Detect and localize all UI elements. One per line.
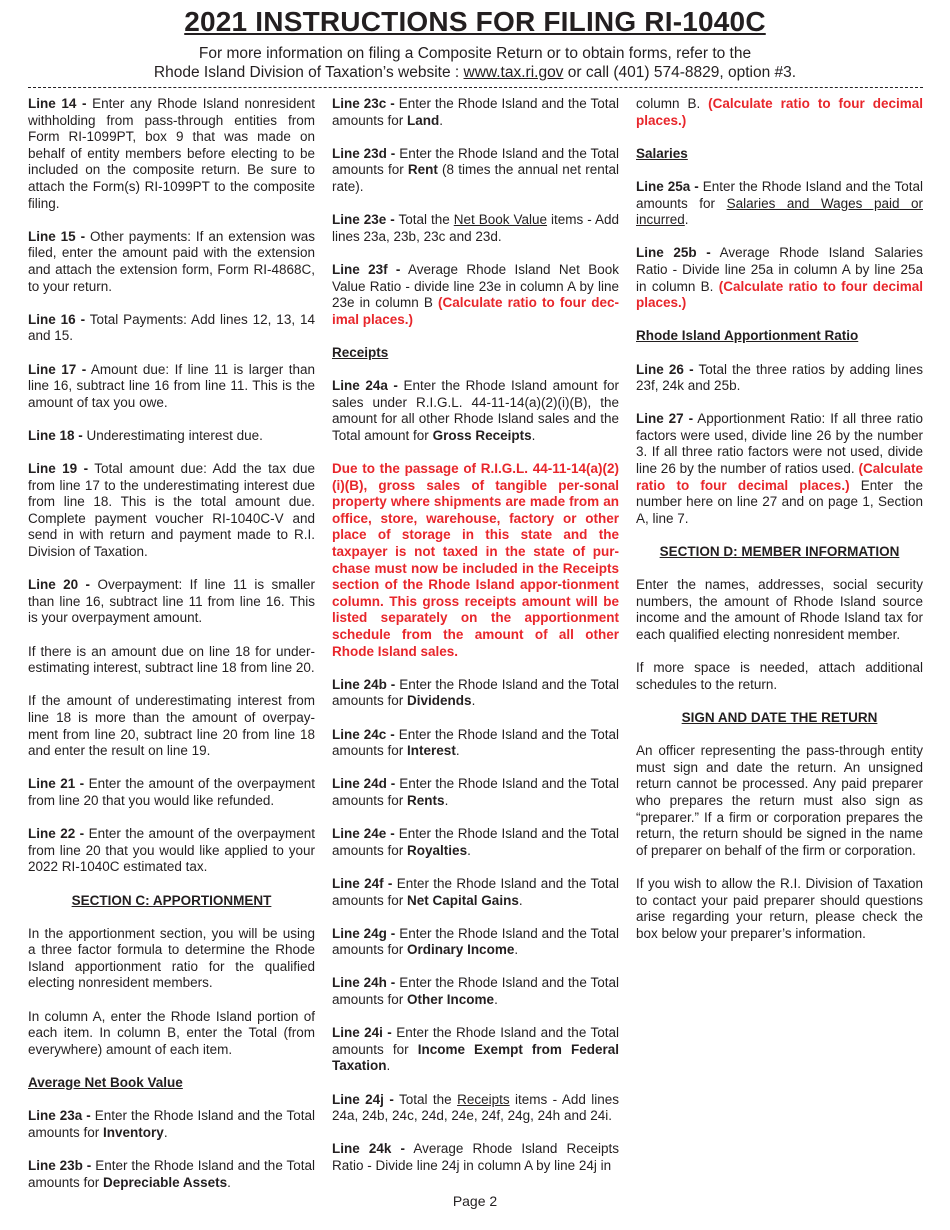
rigl-notice-paragraph: Due to the passage of R.I.G.L. 44-11-14(a)(2)(i)(B), gross sales of tangible per-sonal property where shipments are made from an office, store, warehouse, factory or other place of storage in this state and the taxpayer is not taxed in the state of pur-chase must now be included in the Receipts section of the Rhode Island appor-tionment column. This gross receipts amount will be listed separately on the apportionment schedule from the amount of all other Rhode Island sales. bbox=[332, 461, 619, 659]
line-24k-instruction: Line 24k - Average Rhode Island Receipts Ratio - Divide line 24j in column A by line 24j in bbox=[332, 1141, 619, 1173]
line-23f-instruction: Line 23f - Average Rhode Island Net Book Value Ratio - divide line 23e in column A by line 23e in column B (Calculate ratio to four dec-imal places.) bbox=[332, 261, 619, 327]
line-24i-instruction: Line 24i - Enter the Rhode Island and the Total amounts for Income Exempt from Federal Taxation. bbox=[332, 1025, 619, 1074]
line-19-instruction: Line 19 - Total amount due: Add the tax due from line 17 to the underestimating interest due from line 18. This is the total amount due. Complete payment voucher RI-1040C-V and send in with return and payment made to R.I. Division of Taxation. bbox=[28, 461, 316, 560]
average-net-book-value-heading: Average Net Book Value bbox=[28, 1075, 183, 1091]
website-link[interactable]: www.tax.ri.gov bbox=[463, 64, 564, 81]
line-24f-instruction: Line 24f - Enter the Rhode Island and the Total amounts for Net Capital Gains. bbox=[332, 875, 619, 908]
salaries-heading: Salaries bbox=[636, 145, 688, 161]
column-2 bbox=[332, 96, 619, 1191]
line-18-instruction: Line 18 - Underestimating interest due. bbox=[28, 427, 263, 443]
line-15-instruction: Line 15 - Other payments: If an extension was filed, enter the amount paid with the extension and attach the extension form, Form RI-4868C, to your return. bbox=[28, 228, 315, 294]
header-contact-line bbox=[0, 63, 950, 82]
line-24c-instruction: Line 24c - Enter the Rhode Island and the Total amounts for Interest. bbox=[332, 726, 619, 759]
line-24k-continued: column B. (Calculate ratio to four decimal places.) bbox=[636, 96, 923, 128]
column-1 bbox=[28, 96, 315, 1208]
line-24e-instruction: Line 24e - Enter the Rhode Island and the Total amounts for Royalties. bbox=[332, 826, 619, 858]
line-17-instruction: Line 17 - Amount due: If line 11 is larger than line 16, subtract line 16 from line 11. This is the amount of tax you owe. bbox=[28, 361, 315, 410]
line-24j-instruction: Line 24j - Total the Receipts items - Add lines 24a, 24b, 24c, 24d, 24e, 24f, 24g, 24h and 24i. bbox=[332, 1091, 620, 1124]
line-16-instruction: Line 16 - Total Payments: Add lines 12, 13, 14 and 15. bbox=[28, 311, 315, 344]
section-c-paragraph-1: In the apportionment section, you will be using a three factor formula to determine the Rhode Island apportionment ratio for the qualified electing nonresident members. bbox=[28, 925, 315, 991]
line-24d-instruction: Line 24d - Enter the Rhode Island and the Total amounts for Rents. bbox=[332, 776, 619, 808]
line-14-instruction: Line 14 - Enter any Rhode Island nonresident withholding from pass-through entities from Form RI-1099PT, box 9 that was made on behalf of entity members before electing to be included on the composite return. Be sure to attach the Form(s) RI-1099PT to the composite filing. bbox=[28, 96, 316, 211]
overpayment-paragraph: If the amount of underestimating interest from line 18 is more than the amount of overpay-ment from line 20, subtract line 20 from line 18 and enter the result on line 19. bbox=[28, 693, 315, 759]
line-20-instruction: Line 20 - Overpayment: If line 11 is smaller than line 16, subtract line 11 from line 16. This is your overpayment amount. bbox=[28, 577, 316, 626]
line-24a-instruction: Line 24a - Enter the Rhode Island amount for sales under R.I.G.L. 44-11-14(a)(2)(i)(B), the amount for all other Rhode Island sales and the Total amount for Gross Receipts. bbox=[332, 378, 619, 443]
receipts-heading: Receipts bbox=[332, 344, 389, 360]
sign-paragraph-1: An officer representing the pass-through entity must sign and date the return. An unsigned return cannot be processed. Any paid preparer who prepares the return must also sign as “preparer.” If a firm or corporation prepares the return, the return should be signed in the name of preparer on behalf of the firm or corporation. bbox=[636, 743, 923, 858]
line-27-instruction: Line 27 - Apportionment Ratio: If all three ratio factors were used, divide line 26 by the number 3. If all three ratio factors were not used, divide line 26 by the number of ratios used. (Calculate ratio to four decimal places.) Enter the number here on line 27 and on page 1, Section A, line 7. bbox=[636, 411, 923, 526]
underestimating-paragraph: If there is an amount due on line 18 for under-estimating interest, subtract line 18 from line 20. bbox=[28, 643, 315, 676]
column-3 bbox=[636, 96, 923, 959]
section-d-paragraph-1: Enter the names, addresses, social security numbers, the amount of Rhode Island source income and the amount of Rhode Island tax for each qualified electing nonresident member. bbox=[636, 577, 923, 642]
header-contact-phone: or call (401) 574-8829, option #3. bbox=[563, 64, 797, 81]
section-c-paragraph-2: In column A, enter the Rhode Island portion of each item. In column B, enter the Total (from everywhere) amount of each item. bbox=[28, 1008, 315, 1057]
line-23e-instruction: Line 23e - Total the Net Book Value items - Add lines 23a, 23b, 23c and 23d. bbox=[332, 212, 620, 244]
page-number: Page 2 bbox=[452, 1193, 498, 1209]
section-d-heading: SECTION D: MEMBER INFORMATION bbox=[659, 544, 900, 560]
ri-apportionment-ratio-heading: Rhode Island Apportionment Ratio bbox=[636, 328, 859, 344]
header-contact-prefix: Rhode Island Division of Taxation’s website : bbox=[153, 64, 464, 81]
section-c-heading: SECTION C: APPORTIONMENT bbox=[71, 892, 272, 908]
line-24g-instruction: Line 24g - Enter the Rhode Island and the Total amounts for Ordinary Income. bbox=[332, 925, 619, 958]
line-23d-instruction: Line 23d - Enter the Rhode Island and the Total amounts for Rent (8 times the annual net rental rate). bbox=[332, 145, 619, 194]
header-info-line: For more information on filing a Composite Return or to obtain forms, refer to the bbox=[198, 45, 752, 62]
line-26-instruction: Line 26 - Total the three ratios by adding lines 23f, 24k and 25b. bbox=[636, 361, 924, 394]
dashed-divider bbox=[28, 87, 923, 88]
line-25a-instruction: Line 25a - Enter the Rhode Island and the Total amounts for Salaries and Wages paid or incurred. bbox=[636, 178, 923, 228]
sign-and-date-heading: SIGN AND DATE THE RETURN bbox=[681, 709, 878, 725]
line-25b-instruction: Line 25b - Average Rhode Island Salaries Ratio - Divide line 25a in column A by line 25a in column B. (Calculate ratio to four decimal places.) bbox=[636, 245, 923, 311]
line-21-instruction: Line 21 - Enter the amount of the overpayment from line 20 that you would like refunded. bbox=[28, 776, 315, 808]
line-23a-instruction: Line 23a - Enter the Rhode Island and the Total amounts for Inventory. bbox=[28, 1108, 315, 1140]
line-22-instruction: Line 22 - Enter the amount of the overpayment from line 20 that you would like applied to your 2022 RI-1040C estimated tax. bbox=[28, 826, 315, 875]
line-24h-instruction: Line 24h - Enter the Rhode Island and the Total amounts for Other Income. bbox=[332, 975, 619, 1008]
page-title: 2021 INSTRUCTIONS FOR FILING RI-1040C bbox=[184, 6, 766, 37]
section-d-paragraph-2: If more space is needed, attach additional schedules to the return. bbox=[636, 660, 923, 692]
line-23b-instruction: Line 23b - Enter the Rhode Island and the Total amounts for Depreciable Assets. bbox=[28, 1158, 315, 1190]
line-23c-instruction: Line 23c - Enter the Rhode Island and the Total amounts for Land. bbox=[332, 96, 619, 128]
sign-paragraph-2: If you wish to allow the R.I. Division of Taxation to contact your paid preparer should questions arise regarding your return, please check the box below your preparer’s information. bbox=[636, 875, 923, 941]
line-24b-instruction: Line 24b - Enter the Rhode Island and the Total amounts for Dividends. bbox=[332, 676, 619, 709]
